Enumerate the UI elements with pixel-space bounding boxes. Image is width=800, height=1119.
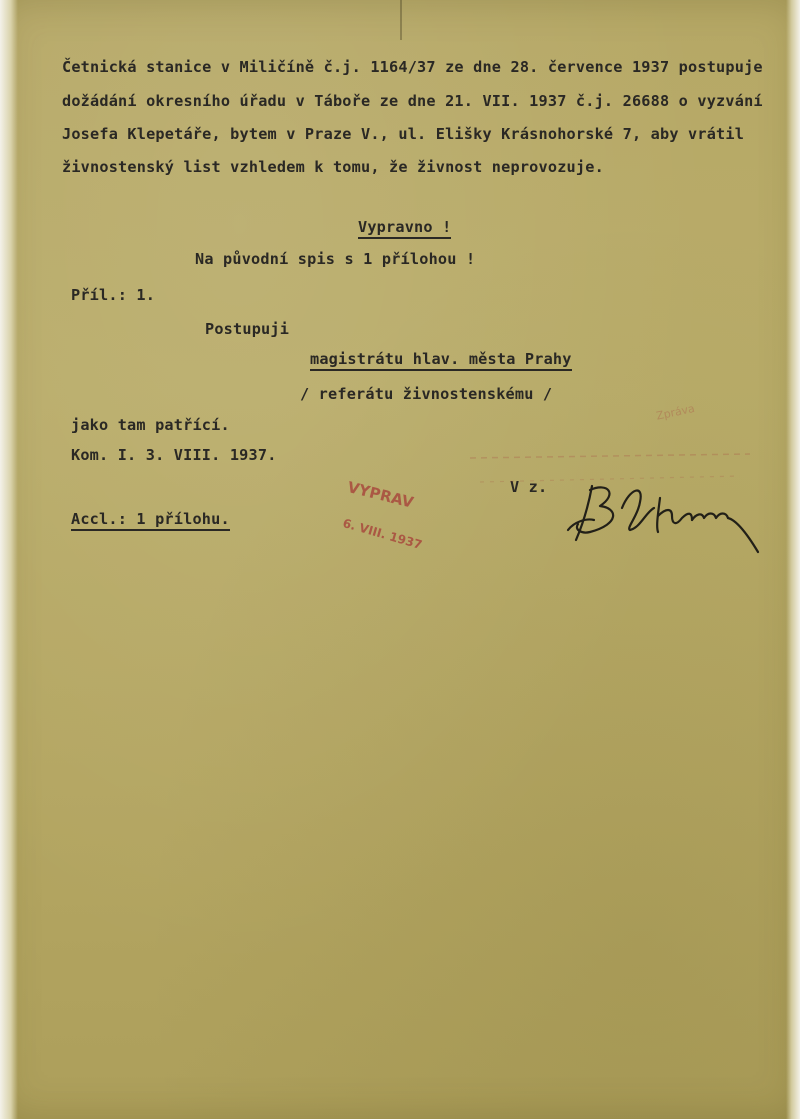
vypravno-heading: Vypravno !	[358, 220, 451, 239]
handwritten-signature	[560, 468, 770, 568]
stamp-faint-top: Zpráva	[655, 401, 696, 423]
jako-tam-line: jako tam patřící.	[71, 416, 230, 434]
paragraph-line-2: dožádání okresního úřadu v Táboře ze dne 21. VII. 1937 č.j. 26688 o vyzvání	[62, 92, 763, 110]
paper-fold-mark	[400, 0, 402, 40]
paragraph-line-1: Četnická stanice v Miličíně č.j. 1164/37 ze dne 28. července 1937 postupuje	[62, 58, 763, 76]
paper-left-edge	[0, 0, 18, 1119]
kom-date-line: Kom. I. 3. VIII. 1937.	[71, 446, 277, 464]
paragraph-line-4: živnostenský list vzhledem k tomu, že živnost neprovozuje.	[62, 158, 604, 176]
referatu-line: / referátu živnostenskému /	[300, 385, 553, 403]
paper-right-edge	[786, 0, 800, 1119]
accl-line: Accl.: 1 přílohu.	[71, 512, 230, 531]
paragraph-line-3: Josefa Klepetáře, bytem v Praze V., ul. Elišky Krásnohorské 7, aby vrátil	[62, 125, 745, 143]
magistratu-line: magistrátu hlav. města Prahy	[310, 352, 572, 371]
stamp-date: 6. VIII. 1937	[341, 516, 424, 553]
stamp-vypraveno: VYPRAV	[345, 478, 416, 512]
v-z-line: V z.	[510, 478, 548, 496]
postupuji-line: Postupuji	[205, 320, 290, 338]
pril-line: Příl.: 1.	[71, 286, 156, 304]
na-puvodni-line: Na původní spis s 1 přílohou !	[195, 250, 476, 268]
